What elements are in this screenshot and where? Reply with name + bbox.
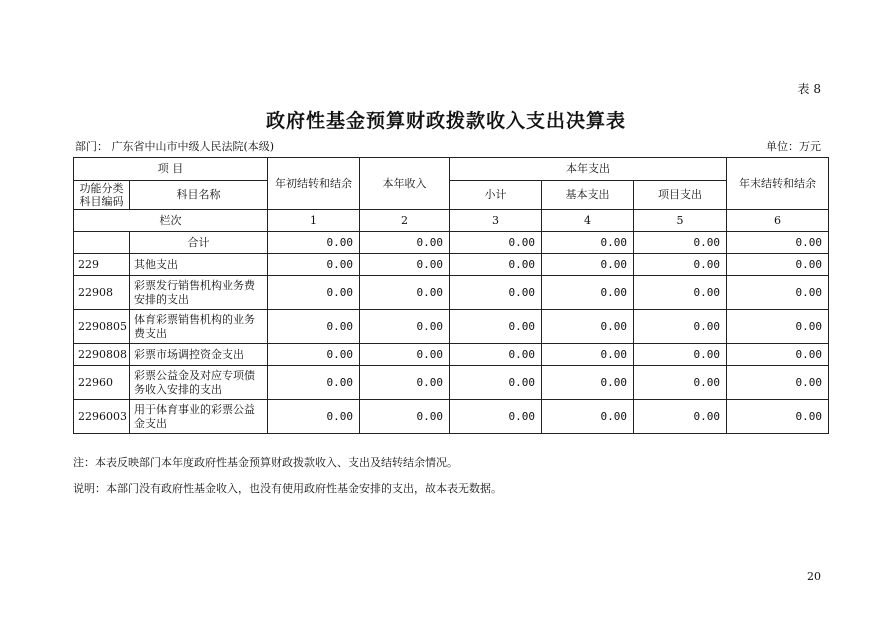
seq-number: 2 [360,210,450,232]
row-value: 0.00 [268,344,360,366]
table-row [74,400,829,434]
row-value: 0.00 [634,232,727,254]
row-name: 彩票公益金及对应专项债务收入安排的支出 [130,366,268,400]
row-value: 0.00 [634,366,727,400]
row-name: 用于体育事业的彩票公益金支出 [130,400,268,434]
row-value: 0.00 [542,254,634,276]
row-value: 0.00 [268,400,360,434]
header-expenditure: 本年支出 [450,158,727,181]
row-code: 22908 [74,276,130,310]
header-item: 项 目 [74,158,268,181]
row-value: 0.00 [542,232,634,254]
row-value: 0.00 [268,276,360,310]
row-value: 0.00 [727,400,829,434]
row-value: 0.00 [542,366,634,400]
table-number: 表 8 [797,82,821,96]
row-value: 0.00 [268,232,360,254]
table-row [74,366,829,400]
budget-table [73,157,829,434]
row-value: 0.00 [268,310,360,344]
row-value: 0.00 [727,366,829,400]
row-value: 0.00 [727,276,829,310]
header-end-balance: 年末结转和结余 [727,158,829,210]
table-note: 注：本表反映部门本年度政府性基金预算财政拨款收入、支出及结转结余情况。 [73,456,458,469]
header-begin-balance: 年初结转和结余 [268,158,360,210]
row-value: 0.00 [360,400,450,434]
row-value: 0.00 [634,254,727,276]
row-code: 22960 [74,366,130,400]
row-value: 0.00 [634,344,727,366]
row-code: 2296003 [74,400,130,434]
table-explanation: 说明：本部门没有政府性基金收入，也没有使用政府性基金安排的支出，故本表无数据。 [73,482,502,495]
page-title: 政府性基金预算财政拨款收入支出决算表 [265,110,626,132]
seq-number: 4 [542,210,634,232]
header-subtotal: 小计 [450,181,542,210]
row-value: 0.00 [268,366,360,400]
row-value: 0.00 [542,310,634,344]
seq-number: 1 [268,210,360,232]
row-value: 0.00 [634,310,727,344]
row-value: 0.00 [727,254,829,276]
row-value: 0.00 [727,232,829,254]
row-value: 0.00 [450,344,542,366]
department-label: 部门： 广东省中山市中级人民法院(本级) [75,140,275,153]
row-value: 0.00 [360,344,450,366]
row-value: 0.00 [542,276,634,310]
row-name: 其他支出 [130,254,268,276]
seq-number: 3 [450,210,542,232]
seq-number: 5 [634,210,727,232]
row-value: 0.00 [360,366,450,400]
unit-label: 单位：万元 [766,140,821,153]
seq-label: 栏次 [74,210,268,232]
row-value: 0.00 [268,254,360,276]
table-row [74,276,829,310]
table-row [74,254,829,276]
table-row [74,344,829,366]
row-value: 0.00 [634,400,727,434]
row-value: 0.00 [360,276,450,310]
header-income: 本年收入 [360,158,450,210]
page-number: 20 [807,570,821,583]
row-value: 0.00 [634,276,727,310]
row-value: 0.00 [360,232,450,254]
row-name: 体育彩票销售机构的业务费支出 [130,310,268,344]
row-value: 0.00 [727,344,829,366]
row-value: 0.00 [542,400,634,434]
row-value: 0.00 [450,310,542,344]
header-code: 功能分类 科目编码 [74,181,130,210]
row-value: 0.00 [450,254,542,276]
row-value: 0.00 [360,310,450,344]
header-project: 项目支出 [634,181,727,210]
row-code [74,232,130,254]
row-name: 彩票市场调控资金支出 [130,344,268,366]
row-value: 0.00 [450,366,542,400]
seq-number: 6 [727,210,829,232]
table-row [74,232,829,254]
row-value: 0.00 [450,232,542,254]
row-name: 彩票发行销售机构业务费安排的支出 [130,276,268,310]
row-value: 0.00 [360,254,450,276]
row-value: 0.00 [450,276,542,310]
row-code: 2290805 [74,310,130,344]
row-value: 0.00 [727,310,829,344]
header-basic: 基本支出 [542,181,634,210]
table-row [74,310,829,344]
row-name: 合计 [130,232,268,254]
row-value: 0.00 [542,344,634,366]
row-code: 229 [74,254,130,276]
row-value: 0.00 [450,400,542,434]
header-name: 科目名称 [130,181,268,210]
row-code: 2290808 [74,344,130,366]
